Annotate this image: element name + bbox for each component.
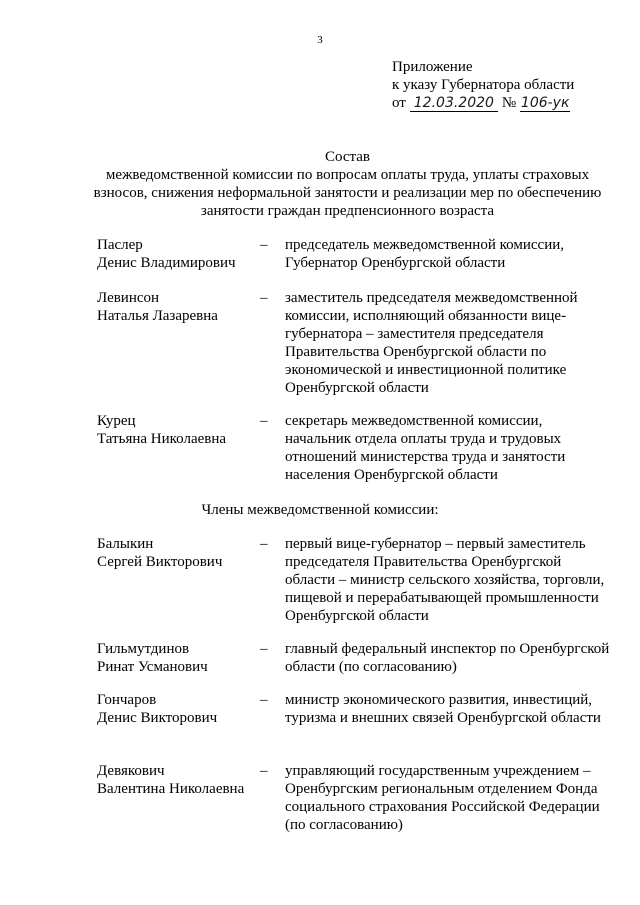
person-given-names: Ринат Усманович [97,659,208,675]
person-surname: Балыкин [97,536,154,552]
decree-number: 106-ук [520,95,570,111]
person-role: секретарь межведомственной комиссии, начальник отдела оплаты труда и трудовых отношений министерства труда и занятости населения Оренбургской области [285,413,566,483]
dash-separator: – [260,692,268,708]
number-label: № [501,95,517,111]
person-role: министр экономического развития, инвестиций, туризма и внешних связей Оренбургской области [285,692,601,726]
person-name [97,535,257,571]
person-given-names: Валентина Николаевна [97,781,245,797]
document-title [80,148,615,220]
dash-separator: – [260,237,268,253]
person-name [97,289,257,325]
page-number: 3 [317,34,323,46]
appendix-date-number-line [392,94,632,112]
person-name [97,640,257,676]
title-subtitle: межведомственной комиссии по вопросам оплаты труда, уплаты страховых взносов, снижения неформальной занятости и реализации мер по обеспечению занятости граждан предпенсионного возраста [93,167,602,219]
dash-separator: – [260,413,268,429]
appendix-decree-reference: к указу Губернатора области [392,77,575,93]
person-surname: Курец [97,413,136,429]
person-surname: Девякович [97,763,165,779]
person-name [97,412,257,448]
dash-separator: – [260,536,268,552]
dash-separator: – [260,641,268,657]
from-label: от [392,95,406,111]
members-heading: Члены межведомственной комиссии: [201,502,439,518]
appendix-block [392,58,632,112]
person-role: заместитель председателя межведомственной комиссии, исполняющий обязанности вице-губернатора – заместителя председателя Правительства Оренбургской области по экономической и инвестиционной политике Оренбургской области [285,290,578,396]
dash-separator: – [260,290,268,306]
title-heading: Состав [324,149,370,165]
person-given-names: Татьяна Николаевна [97,431,227,447]
person-name [97,691,257,727]
dash-separator: – [260,763,268,779]
person-given-names: Денис Викторович [97,710,218,726]
person-role: управляющий государственным учреждением – Оренбургским региональным отделением Фонда социального страхования Российской Федерации (по согласованию) [285,763,600,833]
person-surname: Паслер [97,237,143,253]
person-name [97,762,257,798]
person-given-names: Денис Владимирович [97,255,236,271]
decree-date: 12.03.2020 [410,95,498,112]
person-given-names: Наталья Лазаревна [97,308,218,324]
person-surname: Гильмутдинов [97,641,190,657]
person-surname: Левинсон [97,290,160,306]
person-given-names: Сергей Викторович [97,554,223,570]
appendix-title: Приложение [392,59,473,75]
person-name [97,236,257,272]
person-role: первый вице-губернатор – первый заместитель председателя Правительства Оренбургской области – министр сельского хозяйства, торговли, пищевой и перерабатывающей промышленности Оренбургской области [285,536,605,624]
person-surname: Гончаров [97,692,157,708]
person-role: председатель межведомственной комиссии, Губернатор Оренбургской области [285,237,564,271]
person-role: главный федеральный инспектор по Оренбургской области (по согласованию) [285,641,610,675]
